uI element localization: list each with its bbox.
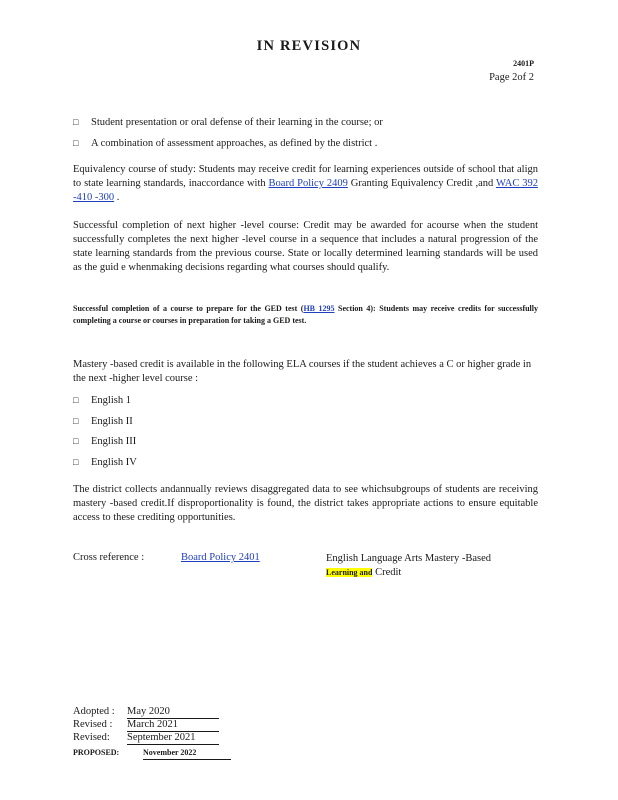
wac-link[interactable]: WAC 392 -410 -300 [73, 178, 538, 203]
square-bullet-icon: □ [73, 457, 79, 467]
list-item [73, 115, 383, 130]
square-bullet-icon: □ [73, 395, 79, 405]
board-policy-2409-link[interactable]: Board Policy 2409 [268, 178, 348, 189]
cross-reference-label: Cross reference : [73, 552, 145, 563]
history-date: May 2020 [127, 705, 219, 719]
page-number: Page 2of 2 [489, 72, 534, 83]
history-label: PROPOSED: [73, 748, 120, 757]
square-bullet-icon: □ [73, 117, 79, 127]
list-item [73, 455, 137, 470]
paragraph-text: Section 4): Students may receive credits for successfully completing a course or courses in preparation for taking a GED test. [73, 304, 539, 325]
list-item [73, 434, 136, 449]
cross-reference-title [326, 552, 526, 580]
successful-completion-paragraph: Successful completion of next higher -level course: Credit may be awarded for acourse when the student successfully completes the next higher -level course in a sequence that includes a natural progression of the state learning standards from the previous course. State or locally determined learning standards will be used as the guid e whenmaking decisions regarding what courses should qualify. [73, 220, 538, 273]
course-name: English II [91, 416, 133, 427]
paragraph-text: Successful completion of a course to prepare for the GED test ( [73, 304, 304, 313]
history-row [73, 718, 219, 732]
course-name: English IV [91, 457, 137, 468]
cross-reference-title-line [326, 566, 526, 580]
list-item [73, 136, 377, 151]
page-title: IN REVISION [256, 38, 362, 54]
list-item-text: A combination of assessment approaches, as defined by the district . [91, 138, 378, 149]
course-name: English 1 [91, 395, 131, 406]
list-item [73, 393, 131, 408]
list-item [73, 414, 133, 429]
history-date: September 2021 [127, 731, 219, 745]
policy-number: 2401P [513, 59, 534, 68]
history-label: Revised: [73, 732, 110, 743]
history-row [73, 746, 231, 760]
square-bullet-icon: □ [73, 416, 79, 426]
square-bullet-icon: □ [73, 138, 79, 148]
mastery-intro-paragraph: Mastery -based credit is available in the following ELA courses if the student achieves a C or higher grade in the next -higher level course : [73, 359, 532, 384]
course-name: English III [91, 436, 137, 447]
equivalency-paragraph [73, 163, 538, 205]
history-date: March 2021 [127, 718, 219, 732]
list-item-text: Student presentation or oral defense of their learning in the course; or [91, 117, 383, 128]
paragraph-text: Granting Equivalency Credit ,and [347, 178, 496, 189]
paragraph-text: Equivalency course of study: Students may receive credit for learning experiences outside of school that align to state learning standards, inaccordance with [73, 164, 538, 189]
cross-reference-title-text: Credit [372, 567, 402, 578]
board-policy-2401-link[interactable]: Board Policy 2401 [181, 552, 260, 563]
disaggregated-data-paragraph: The district collects andannually reviews disaggregated data to see whichsubgroups of students are receiving mastery -based credit.If disproportionality is found, the district takes appropriate actions to ensure equitable access to these crediting opportunities. [73, 484, 538, 523]
history-label: Revised : [73, 719, 113, 730]
history-row [73, 705, 219, 719]
cross-reference-title-line: English Language Arts Mastery -Based [326, 553, 492, 564]
square-bullet-icon: □ [73, 436, 79, 446]
history-row [73, 731, 219, 745]
paragraph-text: . [114, 192, 120, 203]
hb-1295-link[interactable]: HB 1295 [303, 304, 335, 313]
ged-paragraph [73, 303, 538, 327]
history-label: Adopted : [73, 706, 115, 717]
history-date: November 2022 [143, 746, 231, 760]
highlighted-text: Learning and [326, 568, 373, 577]
